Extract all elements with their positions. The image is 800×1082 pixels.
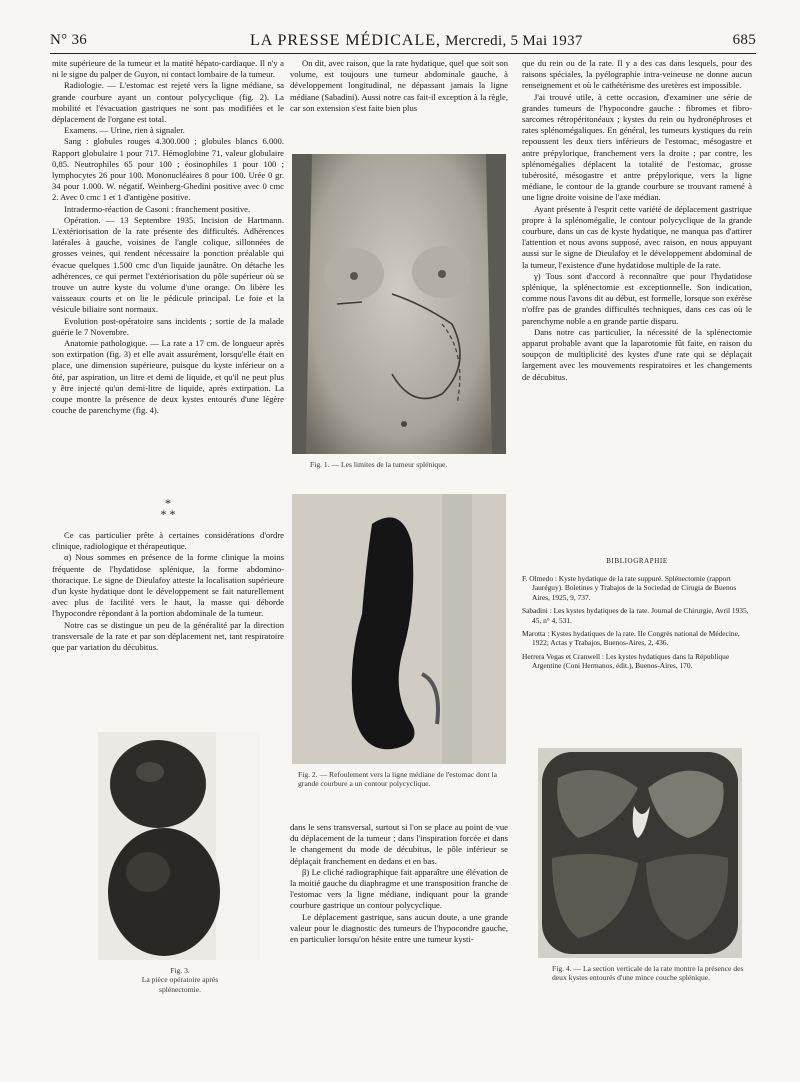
paragraph: Ayant présente à l'esprit cette variété de déplacement gastrique propre à la splénomégalie, le contour polycyclique de la grande courbure, dans un cas de kyste hydatique, ne manqua pas d'attirer l'attention et nous avons supposé, avec raison, en nous appuyant aussi sur le signe de Dieulafoy et le développement abdominal de la tumeur, l'existence d'une hydatidose multiple de la rate.	[522, 203, 752, 270]
figure-2-caption: Fig. 2. — Refoulement vers la ligne médiane de l'estomac dont la grande courbure a un contour polycyclique.	[298, 770, 497, 789]
paragraph: Sang : globules rouges 4.300.000 ; globules blancs 6.000. Rapport globulaire 1 pour 717. Hémoglobine 71, valeur globulaire 0,85. Neutrophiles 65 pour 100 ; éosinophiles 1 pour 100 ; lymphocytes 26 pour 100. Mononucléaires 8 pour 100. Urée 0 gr. 34 pour 1.000. W. négatif. Weinberg-Ghedini positive avec 0 cmc 2. Avec 0 cmc 1 et 1 d'antigène positive.	[52, 136, 284, 203]
header-rule	[50, 53, 756, 54]
paragraph: Anatomie pathologique. — La rate a 17 cm. de longueur après son extirpation (fig. 3) et elle avait assurément, lorsqu'elle était en place, une dimension supérieure, puisque du kyste inférieur on a ôté, par aspiration, un litre et demi de liquide, et qu'il ne peut plus y être injecté qu'un demi-litre de liquide, après extirpation. La coupe montre la présence de deux kystes entourés d'une légère couche de parenchyme (fig. 4).	[52, 338, 284, 416]
paragraph: On dit, avec raison, que la rate hydatique, quel que soit son volume, est toujours une tumeur abdominale gauche, à développement longitudinal, ne dépassant jamais la ligne médiane (Sabadini). Aussi notre cas fait-il exception à la règle, car son extension s'est faite bien plus	[290, 58, 508, 113]
journal-title: LA PRESSE MÉDICALE, Mercredi, 5 Mai 1937	[250, 32, 583, 49]
paragraph: Dans notre cas particulier, la nécessité de la splénectomie apparut probable avant que la laparotomie fût faite, en raison du soupçon de multiplicité des kystes d'une rate qui se déplaçait largement avec les mouvements respiratoires et les changements de décubitus.	[522, 326, 752, 382]
bibliography-entry: F. Olmedo : Kyste hydatique de la rate suppuré. Splénectomie (rapport Jauréguy). Boletines y Trabajos de la Sociedad de Cirugia de Buenos Aires, 1925, 9, 737.	[522, 574, 737, 602]
paragraph: Notre cas se distingue un peu de la généralité par la direction transversale de la rate et par son déplacement net, tant respiratoire que par variation du décubitus.	[52, 619, 284, 653]
bibliography-entry: Sabadini : Les kystes hydatiques de la rate. Journal de Chirurgie, Avril 1935, 45, n° 4, 531.	[522, 606, 749, 625]
paragraph: mite supérieure de la tumeur et la matité hépato-cardiaque. Il n'y a ni le signe du palper de Guyon, ni contact lombaire de la tumeur.	[52, 58, 284, 80]
torso-image	[292, 154, 506, 454]
figure-4-photo	[538, 748, 742, 958]
page-header	[50, 32, 756, 52]
issue-number: N° 36	[50, 32, 88, 48]
paragraph: γ) Tous sont d'accord à reconnaître que pour l'hydatidose splénique, la splénectomie est exceptionnelle. Son indication, comme nous l'avons dit au début, est formelle, lorsque son exérèse n'offre pas de grandes difficultés techniques, dans ces cas où le parenchyme noble a en grande partie disparu.	[522, 270, 752, 326]
paragraph: J'ai trouvé utile, à cette occasion, d'examiner une série de grandes tumeurs de l'hypocondre gauche : fibromes et fibro-sarcomes rétropéritonéaux ; kystes du rein ou hydronéphroses et rates splénomégaliques. En général, les tumeurs kystiques du rein repoussent les deux tiers inférieurs de l'estomac, mésogastre et antre prépylorique, franchement vers la droite ; par contre, les splénomégalies déplacent la totalité de l'estomac, grosse tubérosité, mésogastre et antre prépylorique, vers la ligne médiane, le contour de la grande courbure se trouvant ramené à une ligne droite voisine de l'axe médian.	[522, 91, 752, 203]
figure-3-caption: Fig. 3. La pièce opératoire après splénectomie.	[141, 966, 219, 994]
figure-3-caption-text: La pièce opératoire après splénectomie.	[141, 975, 219, 994]
paragraph: dans le sens transversal, surtout si l'on se place au point de vue du déplacement de la tumeur ; dans l'inspiration forcée et dans le changement du mode de décubitus, le pôle inférieur se déplaçait franchement en dedans et en bas.	[290, 822, 508, 866]
paragraph: Le déplacement gastrique, sans aucun doute, a une grande valeur pour le diagnostic des tumeurs de l'hypocondre gauche, en particulier lorsqu'on hésite entre une tumeur kysti-	[290, 911, 508, 945]
paragraph: Ce cas particulier prête à certaines considérations d'ordre clinique, radiologique et thérapeutique.	[52, 530, 284, 552]
paragraph: que du rein ou de la rate. Il y a des cas dans lesquels, pour des raisons spéciales, la pyélographie intra-veineuse ne donne aucun renseignement et où le cathétérisme des uretères est impossible.	[522, 58, 752, 91]
column-3	[522, 58, 752, 383]
figure-2-photo	[292, 494, 506, 764]
paragraph: Opération. — 13 Septembre 1935. Incision de Hartmann. L'extériorisation de la rate présente des difficultés. Adhérences latérales à gauche, voisines de l'angle colique, sillonnées de grosses veines, qui rendent nécessaire la ponction préalable qui évacue quelques 1.500 cmc d'un liquide jaunâtre. On détache les adhérences, ce qui permet l'extériorisation du pôle supérieur où se trouve un autre kyste du volume d'une orange. On libère les vaisseaux courts et on lie le pédicule principal. Le foie et la vésicule biliaire sont normaux.	[52, 214, 284, 315]
spleen-image	[98, 732, 260, 960]
figure-4-caption: Fig. 4. — La section verticale de la rate montre la présence des deux kystes entourés d'une mince couche splénique.	[552, 964, 744, 983]
figure-1-caption: Fig. 1. — Les limites de la tumeur splénique.	[310, 460, 448, 469]
page-number: 685	[732, 32, 756, 48]
column-1-continued	[52, 530, 284, 653]
paragraph: β) Le cliché radiographique fait apparaître une élévation de la moitié gauche du diaphragme et une transposition franche de l'estomac vers la ligne médiane, indiquant pour la grande courbure gastrique un contour polycyclique.	[290, 866, 508, 911]
issue-date: Mercredi, 5 Mai 1937	[445, 33, 583, 49]
section-separator: * * *	[160, 496, 176, 521]
column-1	[52, 58, 284, 417]
bibliography-entry: Marotta : Kystes hydatiques de la rate. IIe Congrès national de Médecine, 1922; Actas y Trabajos, Buenos-Aires, 2, 436.	[522, 629, 740, 648]
figure-1-photo	[292, 154, 506, 454]
column-2-continued	[290, 822, 508, 945]
bibliography	[522, 574, 752, 675]
paragraph: α) Nous sommes en présence de la forme clinique la moins fréquente de l'hydatidose splénique, la forme abdomino-thoracique. Le signe de Dieulafoy atteste la localisation supérieure d'un kyste hydatique dont le développement se fait naturellement avec plus de facilité vers le haut, la masse qui déborde l'hypocondre répondant à la portion abdominale de la tumeur.	[52, 552, 284, 619]
figure-3-photo	[98, 732, 260, 960]
xray-image	[292, 494, 506, 764]
column-2	[290, 58, 508, 114]
bibliography-entry: Herrera Vegas et Cranwell : Les kystes hydatiques dans la République Argentine (Coni Hermanos, édit.), Buenos-Aires, 170.	[522, 651, 730, 671]
paragraph: Examens. — Urine, rien à signaler.	[64, 125, 185, 136]
section-image	[538, 748, 742, 958]
paragraph: Radiologie. — L'estomac est rejeté vers la ligne médiane, sa grande courbure ayant un contour polycyclique (fig. 2). La mobilité et l'évacuation gastriques ne sont pas modifiées et le déplacement de l'organe est total.	[52, 80, 284, 125]
paragraph: Intradermo-réaction de Casoni : franchement positive.	[64, 203, 251, 214]
paragraph: Evolution post-opératoire sans incidents ; sortie de la malade guérie le 7 Novembre.	[52, 315, 284, 337]
bibliography-title: BIBLIOGRAPHIE	[606, 557, 668, 565]
